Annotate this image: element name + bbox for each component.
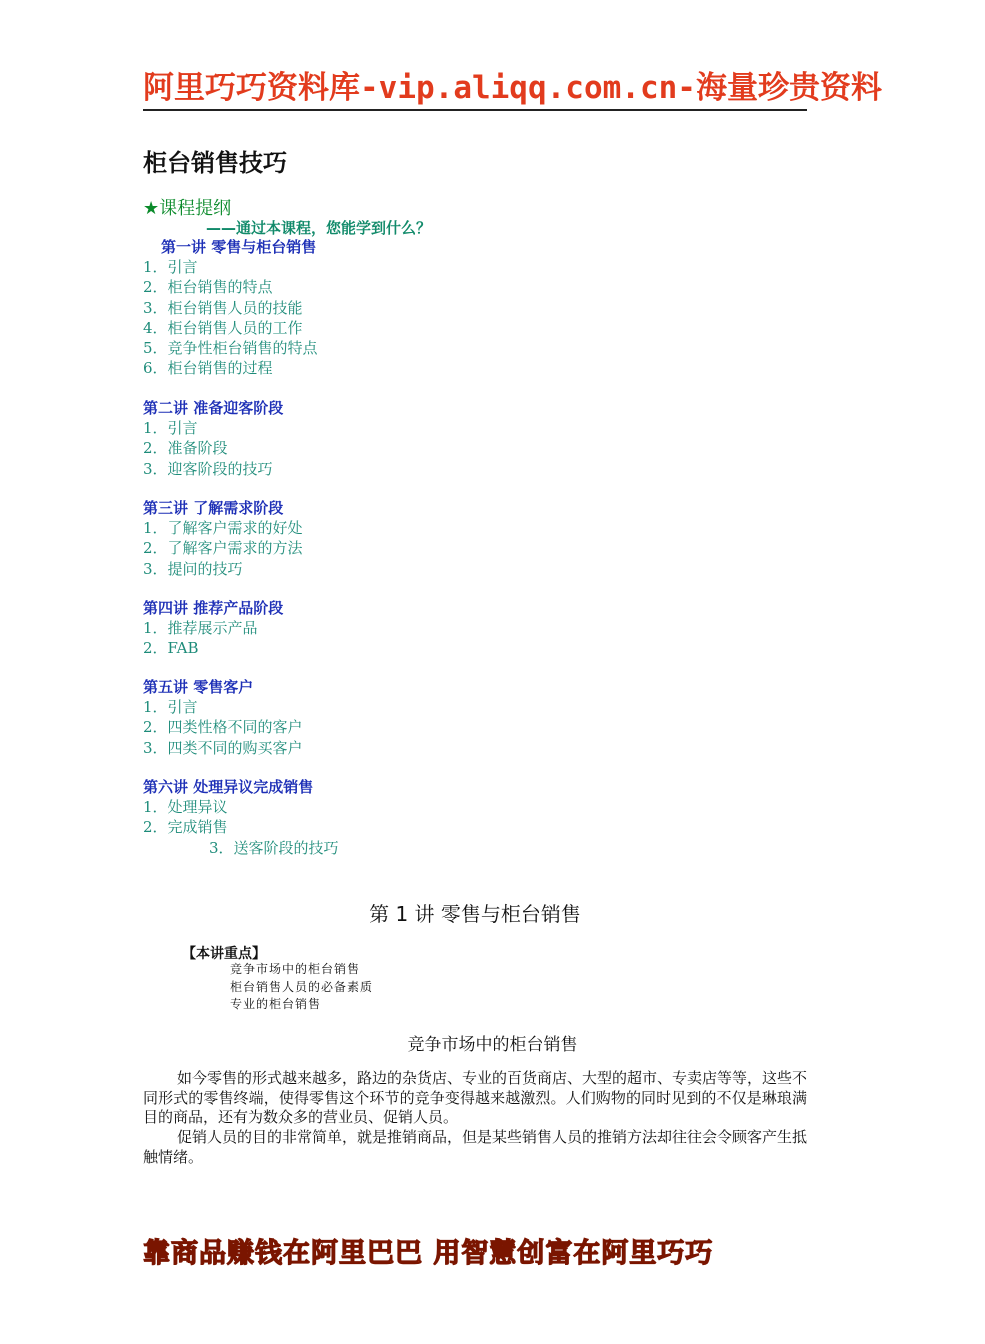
lecture-1 xyxy=(143,237,318,379)
lecture-2 xyxy=(143,398,283,479)
list-item: 3．送客阶段的技巧 xyxy=(209,838,339,857)
list-item: 2．FAB xyxy=(143,639,199,658)
lecture-title: 第五讲 零售客户 xyxy=(143,678,254,696)
lecture-5 xyxy=(143,677,303,758)
bottom-banner xyxy=(143,1231,807,1270)
lecture-title: 第二讲 准备迎客阶段 xyxy=(143,399,284,417)
list-item: 竞争市场中的柜台销售 xyxy=(230,962,361,976)
lecture-title: 第三讲 了解需求阶段 xyxy=(143,499,284,517)
list-item: 3．柜台销售人员的技能 xyxy=(143,298,303,317)
body-paragraph: 如今零售的形式越来越多，路边的杂货店、专业的百货商店、大型的超市、专卖店等等，这些不同形式的零售终端，使得零售这个环节的竞争变得越来越激烈。人们购物的同时见到的不仅是琳琅满目的商品，还有为数众多的营业员、促销人员。 xyxy=(143,1069,808,1126)
list-item: 1．引言 xyxy=(143,258,198,276)
list-item: 2．完成销售 xyxy=(143,818,228,837)
list-item: 3．迎客阶段的技巧 xyxy=(143,459,273,478)
list-item: 3．四类不同的购买客户 xyxy=(143,738,303,757)
top-banner-text: 阿里巧巧资料库-vip.aliqq.com.cn-海量珍贵资料 xyxy=(143,70,882,106)
lecture-6 xyxy=(143,777,339,858)
list-item: 5．竞争性柜台销售的特点 xyxy=(143,339,318,358)
list-item: 1．了解客户需求的好处 xyxy=(143,519,303,537)
key-points-list xyxy=(230,961,373,1014)
document-title: 柜台销售技巧 xyxy=(143,149,287,177)
list-item: 1．引言 xyxy=(143,419,198,437)
section-title: 第 1 讲 零售与柜台销售 xyxy=(369,902,581,926)
list-item: 4．柜台销售人员的工作 xyxy=(143,318,303,337)
outline-heading: ★课程提纲 xyxy=(143,198,232,219)
list-item: 1．处理异议 xyxy=(143,798,228,816)
lecture-title: 第六讲 处理异议完成销售 xyxy=(143,778,314,796)
list-item: 2．准备阶段 xyxy=(143,439,228,458)
subsection-title: 竞争市场中的柜台销售 xyxy=(407,1035,578,1055)
list-item: 2．了解客户需求的方法 xyxy=(143,539,303,558)
list-item: 6．柜台销售的过程 xyxy=(143,359,273,378)
lecture-title: 第四讲 推荐产品阶段 xyxy=(143,599,284,617)
list-item: 1．引言 xyxy=(143,698,198,716)
bottom-banner-text: 靠商品赚钱在阿里巴巴 用智慧创富在阿里巧巧 xyxy=(143,1238,714,1269)
body-paragraph: 促销人员的目的非常简单，就是推销商品，但是某些销售人员的推销方法却往往会令顾客产生抵触情绪。 xyxy=(143,1128,808,1166)
outline-subheading: ——通过本课程，您能学到什么？ xyxy=(206,219,432,237)
top-banner xyxy=(143,62,882,111)
list-item: 2．柜台销售的特点 xyxy=(143,278,273,297)
list-item: 1．推荐展示产品 xyxy=(143,619,258,637)
lecture-3 xyxy=(143,498,303,579)
list-item: 3．提问的技巧 xyxy=(143,559,243,578)
list-item: 专业的柜台销售 xyxy=(230,997,322,1011)
lecture-4 xyxy=(143,598,283,659)
key-points-heading: 【本讲重点】 xyxy=(182,946,266,962)
list-item: 2．四类性格不同的客户 xyxy=(143,718,303,737)
list-item: 柜台销售人员的必备素质 xyxy=(230,979,374,994)
lecture-title: 第一讲 零售与柜台销售 xyxy=(161,238,317,256)
